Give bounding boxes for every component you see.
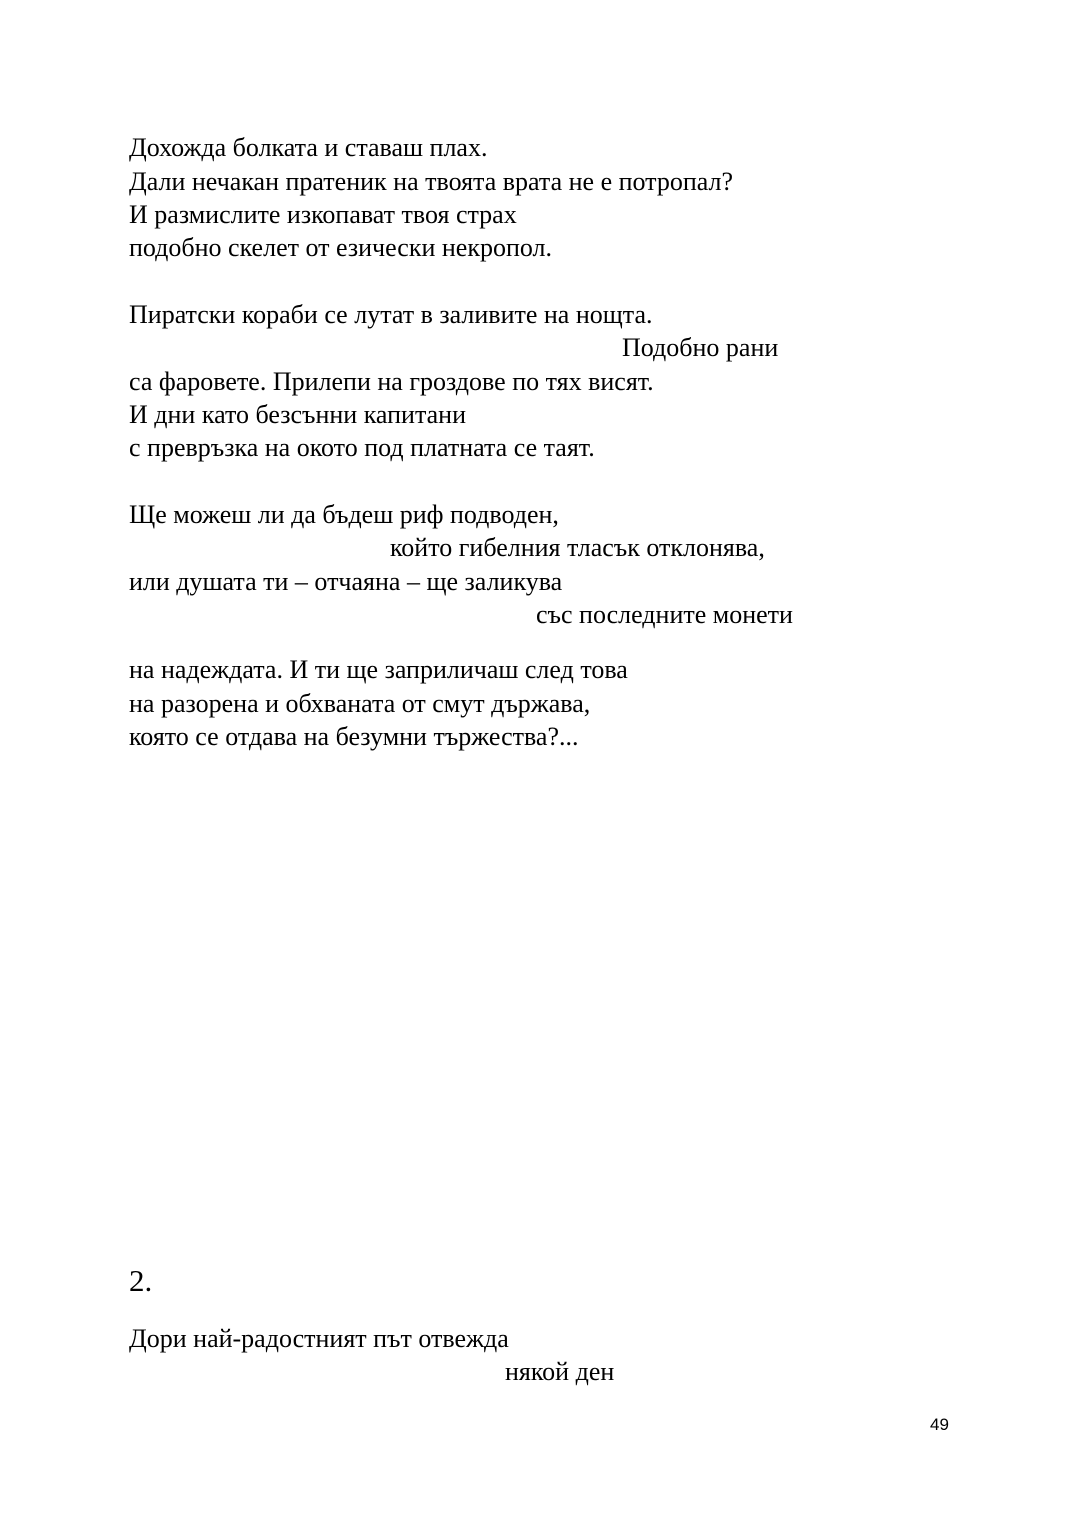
poem-line: Дори най-радостният път отвежда (129, 1324, 509, 1353)
poem-line: някой ден (505, 1357, 615, 1386)
page-number: 49 (930, 1415, 949, 1434)
poem-line: която се отдава на безумни тържества?... (129, 722, 579, 751)
poem-line: Ще можеш ли да бъдеш риф подводен, (129, 500, 559, 529)
poem-line: или душата ти – отчаяна – ще заликува (129, 567, 563, 596)
poem-line: Подобно рани (622, 333, 779, 362)
poem-line: който гибелния тласък отклонява, (390, 533, 765, 562)
poem-line: подобно скелет от езически некропол. (129, 233, 553, 262)
poem-line: на разорена и обхваната от смут държава, (129, 689, 591, 718)
poem-line: Пиратски кораби се лутат в заливите на нощта. (129, 300, 653, 329)
poem-line: с превръзка на окото под платната се таят. (129, 433, 595, 462)
poem-line: са фаровете. Прилепи на гроздове по тях висят. (129, 367, 654, 396)
poem-line: със последните монети (536, 600, 793, 629)
poem-line: И дни като безсънни капитани (129, 400, 467, 429)
poem-line: на надеждата. И ти ще заприличаш след това (129, 655, 628, 684)
poem-line: И размислите изкопават твоя страх (129, 200, 517, 229)
poem-line: Дали нечакан пратеник на твоята врата не е потропал? (129, 167, 734, 196)
section-number: 2. (129, 1263, 153, 1298)
poem-line: Дохожда болката и ставаш плах. (129, 133, 488, 162)
